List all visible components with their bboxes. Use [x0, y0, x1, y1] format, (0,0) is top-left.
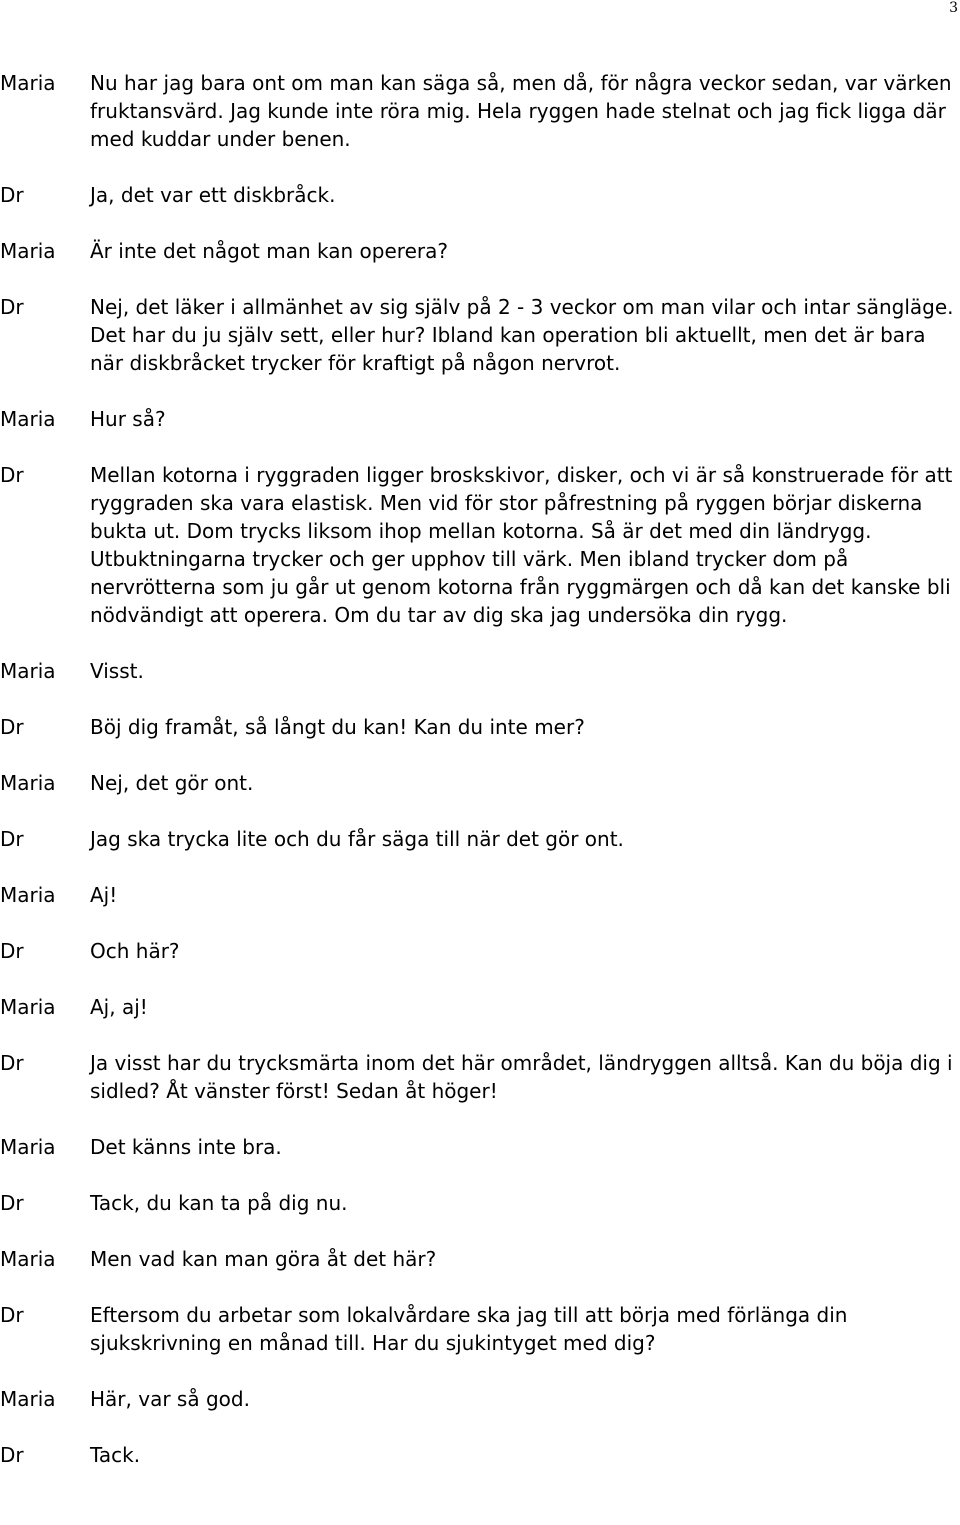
utterance-text: Och här? — [90, 939, 180, 963]
speaker-name: Dr — [0, 1443, 24, 1467]
dialogue-line — [0, 1189, 960, 1217]
utterance-text: Ja, det var ett diskbråck. — [90, 183, 336, 207]
dialogue-line — [0, 293, 960, 377]
utterance-text: Ja visst har du trycksmärta inom det här området, ländryggen alltså. Kan du böja dig i sidled? Åt vänster först! Sedan åt höger! — [90, 1051, 953, 1103]
speaker-name: Dr — [0, 939, 24, 963]
dialogue-line — [0, 1385, 960, 1413]
speaker-name: Maria — [0, 883, 56, 907]
dialogue-line — [0, 1049, 960, 1105]
utterance-text: Aj, aj! — [90, 995, 148, 1019]
utterance-text: Jag ska trycka lite och du får säga till när det gör ont. — [90, 827, 624, 851]
dialogue-line — [0, 1133, 960, 1161]
dialogue-line — [0, 881, 960, 909]
dialogue-line — [0, 769, 960, 797]
utterance-text: Det känns inte bra. — [90, 1135, 282, 1159]
page-number: 3 — [949, 0, 958, 16]
utterance-text: Hur så? — [90, 407, 166, 431]
dialogue-line — [0, 993, 960, 1021]
speaker-name: Maria — [0, 771, 56, 795]
dialogue-line — [0, 69, 960, 153]
dialogue-line — [0, 461, 960, 629]
dialogue-line — [0, 713, 960, 741]
utterance-text: Nu har jag bara ont om man kan säga så, men då, för några veckor sedan, var värken fruktansvärd. Jag kunde inte röra mig. Hela ryggen hade stelnat och jag fick ligga där med kuddar under benen. — [90, 71, 952, 151]
speaker-name: Dr — [0, 1191, 24, 1215]
dialogue-line — [0, 657, 960, 685]
speaker-name: Maria — [0, 659, 56, 683]
speaker-name: Dr — [0, 295, 24, 319]
speaker-name: Dr — [0, 1303, 24, 1327]
dialogue-line — [0, 237, 960, 265]
dialogue-line — [0, 825, 960, 853]
dialogue-transcript — [0, 69, 960, 1497]
speaker-name: Dr — [0, 183, 24, 207]
utterance-text: Här, var så god. — [90, 1387, 250, 1411]
speaker-name: Dr — [0, 463, 24, 487]
utterance-text: Mellan kotorna i ryggraden ligger broskskivor, disker, och vi är så konstruerade för att ryggraden ska vara elastisk. Men vid för stor påfrestning på ryggen börjar diskerna bukta ut. Dom trycks liksom ihop mellan kotorna. Så är det med din ländrygg. Utbuktningarna trycker och ger upphov till värk. Men ibland trycker dom på nervrötterna som ju går ut genom kotorna från ryggmärgen och då kan det kanske bli nödvändigt att operera. Om du tar av dig ska jag undersöka din rygg. — [90, 463, 953, 627]
utterance-text: Nej, det gör ont. — [90, 771, 254, 795]
speaker-name: Dr — [0, 827, 24, 851]
dialogue-line — [0, 937, 960, 965]
utterance-text: Tack, du kan ta på dig nu. — [90, 1191, 348, 1215]
dialogue-line — [0, 1245, 960, 1273]
dialogue-line — [0, 1301, 960, 1357]
speaker-name: Maria — [0, 1387, 56, 1411]
speaker-name: Maria — [0, 71, 56, 95]
speaker-name: Dr — [0, 1051, 24, 1075]
dialogue-line — [0, 1441, 960, 1469]
speaker-name: Maria — [0, 995, 56, 1019]
speaker-name: Maria — [0, 1247, 56, 1271]
utterance-text: Nej, det läker i allmänhet av sig själv på 2 - 3 veckor om man vilar och intar sängläge. Det har du ju själv sett, eller hur? Ibland kan operation bli aktuellt, men det är bara när diskbråcket trycker för kraftigt på någon nervrot. — [90, 295, 954, 375]
utterance-text: Böj dig framåt, så långt du kan! Kan du inte mer? — [90, 715, 585, 739]
dialogue-line — [0, 181, 960, 209]
utterance-text: Visst. — [90, 659, 144, 683]
speaker-name: Maria — [0, 239, 56, 263]
speaker-name: Maria — [0, 1135, 56, 1159]
utterance-text: Eftersom du arbetar som lokalvårdare ska jag till att börja med förlänga din sjukskrivning en månad till. Har du sjukintyget med dig? — [90, 1303, 848, 1355]
utterance-text: Men vad kan man göra åt det här? — [90, 1247, 437, 1271]
dialogue-line — [0, 405, 960, 433]
speaker-name: Dr — [0, 715, 24, 739]
utterance-text: Aj! — [90, 883, 118, 907]
speaker-name: Maria — [0, 407, 56, 431]
utterance-text: Tack. — [90, 1443, 141, 1467]
utterance-text: Är inte det något man kan operera? — [90, 239, 448, 263]
